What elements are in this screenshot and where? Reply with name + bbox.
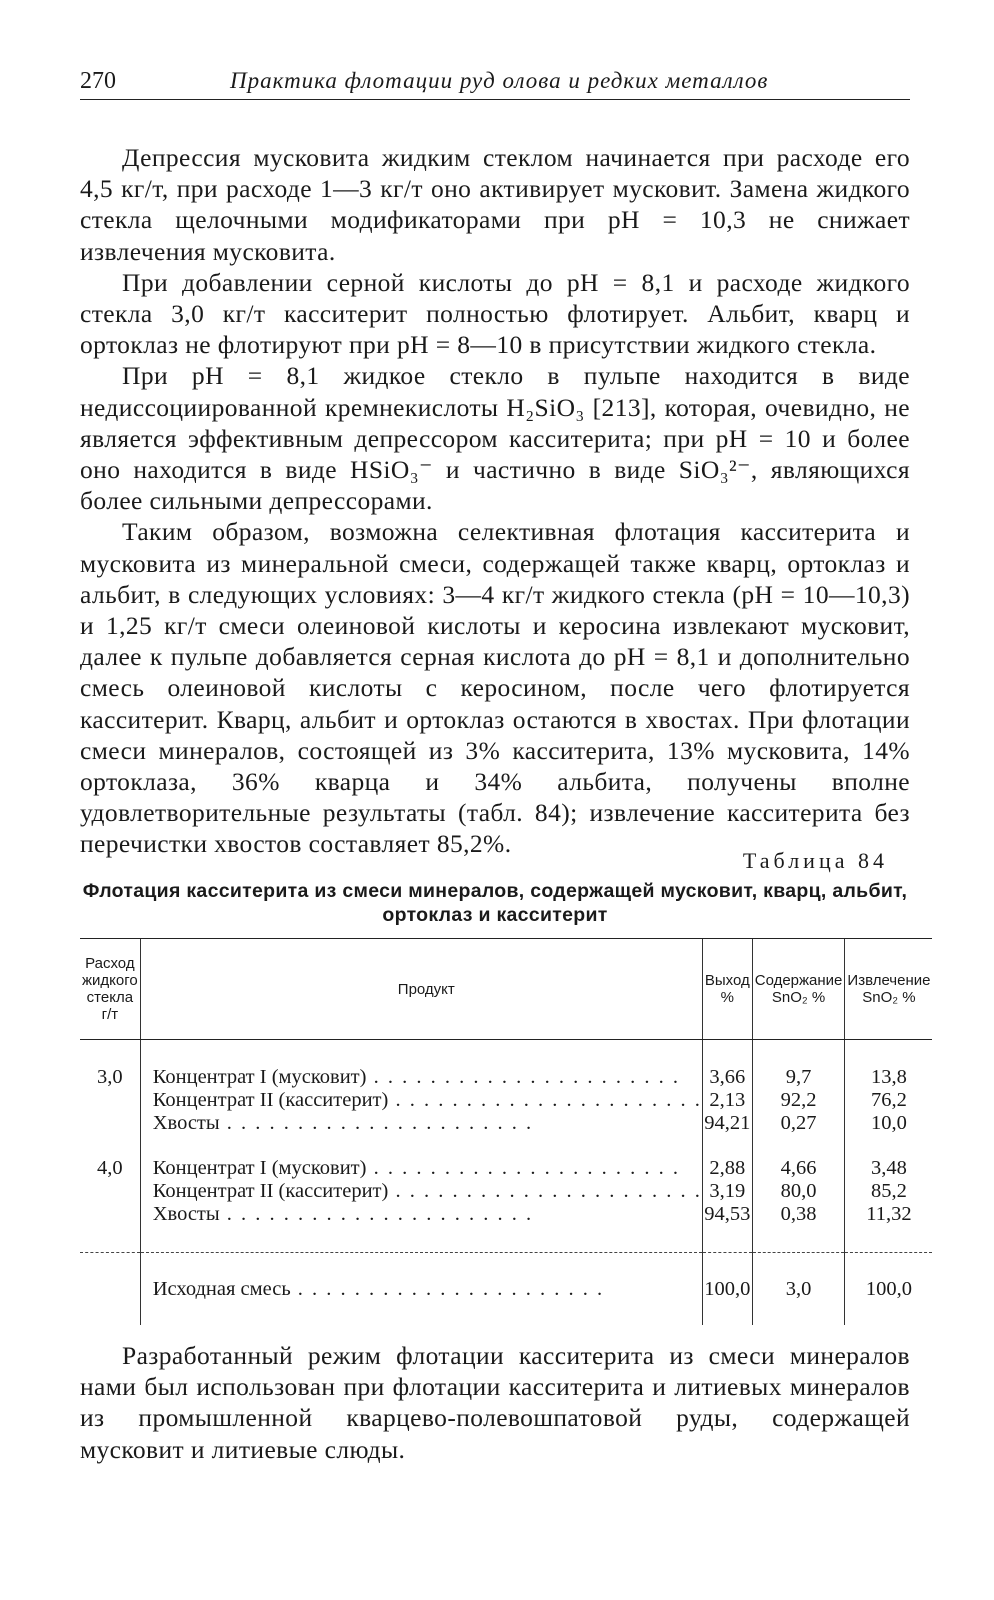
col-header-content: Содержание SnO₂ % — [752, 939, 845, 1040]
yield-cell — [702, 1040, 752, 1136]
col-header-yield: Выход % — [702, 939, 752, 1040]
recovery-value: 100,0 — [845, 1253, 933, 1326]
table-row — [80, 1135, 932, 1253]
content-value: 0,38 — [780, 1203, 817, 1225]
running-head-title: Практика флотации руд олова и редких металлов — [230, 68, 769, 93]
paragraph: Таким образом, возможна селективная флотация касситерита и мусковита из минеральной смеси, содержащей также кварц, ортоклаз и альбит, в следующих условиях: 3—4 кг/т жидкого стекла (pH = 10—10,3) и 1,25 кг/т смеси олеиновой кислоты и керосина извлекают мусковит, далее к пульпе добавляется серная кислота до pH = 8,1 и дополнительно смесь олеиновой кислоты с керосином, после чего флотируется касситерит. Кварц, альбит и ортоклаз остаются в хвостах. При флотации смеси минералов, состоящей из 3% касситерита, 13% мусковита, 14% ортоклаза, 36% кварца и 34% альбита, получены вполне удовлетворительные результаты (табл. 84); извлечение касситерита без перечистки хвостов составляет 85,2%. — [80, 517, 910, 859]
rate-cell: 4,0 — [97, 1157, 123, 1179]
content-value: 0,27 — [780, 1112, 817, 1134]
body-text — [80, 142, 910, 860]
yield-value: 94,21 — [704, 1112, 751, 1134]
yield-value: 3,66 — [709, 1066, 746, 1088]
product-name: Концентрат I (мусковит) . . . — [153, 1066, 702, 1089]
product-name: Хвосты . . . — [153, 1203, 702, 1226]
rate-cell: 3,0 — [97, 1066, 123, 1088]
product-cell — [140, 1135, 702, 1253]
paragraph: При pH = 8,1 жидкое стекло в пульпе находится в виде недиссоциированной кремнекислоты H₂SiO₃ [213], которая, очевидно, не является эффективным депрессором касситерита; при pH = 10 и более оно находится в виде HSiO₃⁻ и частично в виде SiO₃²⁻, являющихся более сильными депрессорами. — [80, 361, 910, 516]
col-header-rate: Расход жидкого стекла г/т — [80, 939, 140, 1040]
product-name: Хвосты . . . — [153, 1112, 702, 1135]
content-cell — [752, 1135, 845, 1253]
results-table — [80, 938, 932, 1325]
paragraph: Депрессия мусковита жидким стеклом начинается при расходе его 4,5 кг/т, при расходе 1—3 кг/т оно активирует мусковит. Замена жидкого стекла щелочными модификаторами при pH = 10,3 не снижает извлечения мусковита. — [80, 143, 910, 266]
product-name: Концентрат II (касситерит) . . . — [153, 1180, 702, 1203]
product-cell — [140, 1040, 702, 1136]
total-row — [80, 1253, 932, 1326]
content-value: 80,0 — [780, 1180, 817, 1202]
product-name: Концентрат II (касситерит) . . . — [153, 1089, 702, 1112]
closing-text — [80, 1340, 910, 1465]
content-cell — [752, 1040, 845, 1136]
product-name: Концентрат I (мусковит) . . . — [153, 1157, 702, 1180]
table-header-row — [80, 939, 932, 1040]
page-number: 270 — [80, 68, 116, 94]
yield-value: 3,19 — [709, 1180, 746, 1202]
table-number: Таблица 84 — [742, 848, 888, 873]
recovery-value: 3,48 — [870, 1157, 907, 1179]
recovery-cell — [845, 1040, 933, 1136]
recovery-value: 85,2 — [870, 1180, 907, 1202]
col-header-product: Продукт — [140, 939, 702, 1040]
recovery-cell — [845, 1135, 933, 1253]
rate-cell-empty — [80, 1253, 140, 1326]
product-cell — [140, 1253, 702, 1326]
content-value: 3,0 — [752, 1253, 845, 1326]
table-caption: Флотация касситерита из смеси минералов, содержащей мусковит, кварц, альбит, ортоклаз и касситерит — [82, 880, 908, 926]
yield-value: 94,53 — [704, 1203, 751, 1225]
yield-cell — [702, 1135, 752, 1253]
recovery-value: 13,8 — [870, 1066, 907, 1088]
yield-value: 2,88 — [709, 1157, 746, 1179]
product-name: Исходная смесь . . . — [153, 1278, 702, 1301]
yield-value: 2,13 — [709, 1089, 746, 1111]
running-header — [80, 68, 910, 100]
recovery-value: 11,32 — [866, 1203, 912, 1225]
recovery-value: 10,0 — [870, 1112, 907, 1134]
content-value: 9,7 — [785, 1066, 812, 1088]
content-value: 4,66 — [780, 1157, 817, 1179]
recovery-value: 76,2 — [870, 1089, 907, 1111]
paragraph: При добавлении серной кислоты до pH = 8,1 и расходе жидкого стекла 3,0 кг/т касситерит полностью флотирует. Альбит, кварц и ортоклаз не флотируют при pH = 8—10 в присутствии жидкого стекла. — [80, 267, 910, 360]
yield-value: 100,0 — [702, 1253, 752, 1326]
content-value: 92,2 — [780, 1089, 817, 1111]
table-row — [80, 1040, 932, 1136]
col-header-recovery: Извлечение SnO₂ % — [845, 939, 933, 1040]
paragraph: Разработанный режим флотации касситерита из смеси минералов нами был использован при флотации касситерита и литиевых минералов из промышленной кварцево-полевошпатовой руды, содержащей мусковит и литиевые слюды. — [80, 1341, 910, 1464]
